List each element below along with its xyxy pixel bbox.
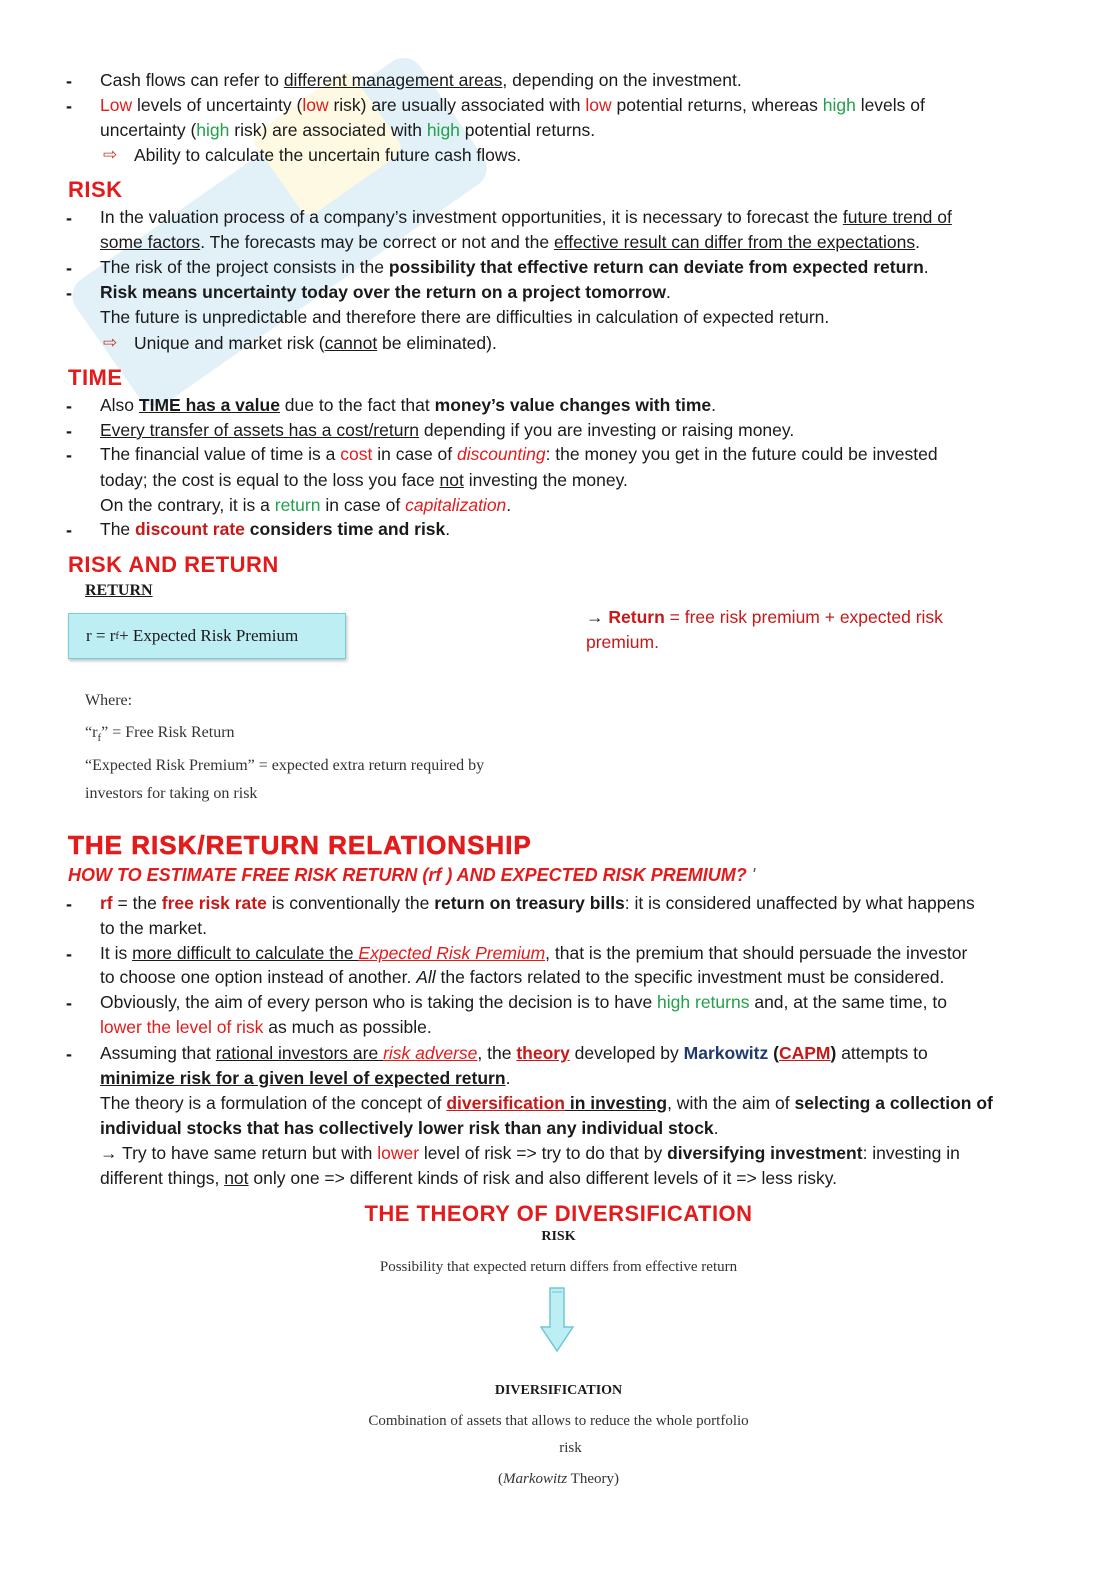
return-subheading: RETURN — [85, 582, 153, 599]
bullet: - — [66, 258, 72, 278]
rel-line-2: to the market. — [100, 918, 207, 938]
time-line-2: Every transfer of assets has a cost/return depending if you are investing or raising money. — [100, 420, 795, 440]
section-heading-relationship: THE RISK/RETURN RELATIONSHIP — [68, 830, 532, 860]
risk-line-5: The future is unpredictable and therefore there are difficulties in calculation of expected return. — [100, 307, 830, 327]
rel-line-9: The theory is a formulation of the concept of diversification in investing, with the aim of selecting a collection of — [100, 1093, 993, 1113]
section-heading-time: TIME — [68, 365, 123, 390]
rel-line-1: rf = the free risk rate is conventionally the return on treasury bills: it is considered unaffected by what happens — [100, 893, 975, 913]
time-line-4: today; the cost is equal to the loss you face not investing the money. — [100, 470, 628, 490]
section-heading-risk-and-return: RISK AND RETURN — [68, 552, 279, 577]
rel-line-4: to choose one option instead of another. All the factors related to the specific investment must be considered. — [100, 967, 945, 987]
bullet: - — [66, 520, 72, 540]
intro-line-3: uncertainty (high risk) are associated with high potential returns. — [100, 120, 596, 140]
time-line-6: The discount rate considers time and risk. — [100, 519, 451, 539]
bullet: - — [66, 993, 72, 1013]
bullet: - — [66, 208, 72, 228]
time-line-5: On the contrary, it is a return in case of capitalization. — [100, 495, 512, 515]
bullet: - — [66, 944, 72, 964]
erp-definition-2: investors for taking on risk — [85, 785, 258, 802]
erp-definition-1: “Expected Risk Premium” = expected extra return required by — [85, 757, 485, 774]
intro-line-1: Cash flows can refer to different management areas, depending on the investment. — [100, 70, 742, 90]
return-formula-box: r = r f + Expected Risk Premium — [68, 613, 346, 659]
risk-line-4: Risk means uncertainty today over the return on a project tomorrow. — [100, 282, 671, 302]
rel-line-6: lower the level of risk as much as possible. — [100, 1017, 432, 1037]
arrow-right-icon: ⇨ — [103, 145, 118, 164]
time-line-1: Also TIME has a value due to the fact that money’s value changes with time. — [100, 395, 717, 415]
bullet: - — [66, 421, 72, 441]
arrow-icon: → — [586, 607, 604, 627]
section-heading-diversification: THE THEORY OF DIVERSIFICATION — [364, 1201, 753, 1226]
intro-line-2: Low levels of uncertainty (low risk) are usually associated with low potential returns, whereas high levels of — [100, 95, 925, 115]
rel-line-10: individual stocks that has collectively lower risk than any individual stock. — [100, 1118, 719, 1138]
intro-line-4: Ability to calculate the uncertain future cash flows. — [134, 145, 522, 165]
bullet: - — [66, 96, 72, 116]
bullet: - — [66, 283, 72, 303]
risk-line-6: Unique and market risk (cannot be eliminated). — [134, 333, 497, 353]
rel-line-7: Assuming that rational investors are risk adverse, the theory developed by Markowitz (CAPM) attempts to — [100, 1043, 928, 1063]
diagram-diversification-label: DIVERSIFICATION — [494, 1383, 623, 1398]
bullet: - — [66, 894, 72, 914]
where-label: Where: — [85, 692, 133, 709]
diagram-markowitz-note: (Markowitz Theory) — [498, 1471, 619, 1487]
bullet: - — [66, 445, 72, 465]
diagram-risk-text: Possibility that expected return differs from effective return — [379, 1259, 738, 1275]
arrow-right-icon: ⇨ — [103, 333, 118, 352]
return-note-line-2: premium. — [586, 632, 659, 652]
rf-definition: “$r_f$” = Free Risk Return — [85, 724, 235, 745]
rel-line-8: minimize risk for a given level of expected return. — [100, 1068, 511, 1088]
bullet: - — [66, 396, 72, 416]
relationship-subheading: HOW TO ESTIMATE FREE RISK RETURN (rf ) AND EXPECTED RISK PREMIUM? ' — [68, 865, 756, 885]
diagram-diversification-text-2: risk — [559, 1440, 582, 1456]
risk-line-2: some factors. The forecasts may be correct or not and the effective result can differ from the expectations. — [100, 232, 921, 252]
section-heading-risk: RISK — [68, 177, 123, 202]
rel-line-3: It is more difficult to calculate the Expected Risk Premium, that is the premium that should persuade the investor — [100, 943, 968, 963]
risk-line-3: The risk of the project consists in the possibility that effective return can deviate from expected return. — [100, 257, 929, 277]
bullet: - — [66, 1044, 72, 1064]
return-note-line-1: → Return = free risk premium + expected risk — [586, 607, 943, 627]
rel-line-12: different things, not only one => different kinds of risk and also different levels of it => less risky. — [100, 1168, 838, 1188]
diagram-risk-label: RISK — [541, 1229, 576, 1244]
time-line-3: The financial value of time is a cost in case of discounting: the money you get in the future could be invested — [100, 444, 938, 464]
rel-line-5: Obviously, the aim of every person who is taking the decision is to have high returns and, at the same time, to — [100, 992, 947, 1012]
risk-line-1: In the valuation process of a company’s investment opportunities, it is necessary to forecast the future trend of — [100, 207, 952, 227]
diagram-diversification-text-1: Combination of assets that allows to reduce the whole portfolio — [368, 1413, 749, 1429]
down-arrow-icon — [540, 1287, 574, 1353]
rel-line-11: → Try to have same return but with lower level of risk => try to do that by diversifying investment: investing in — [100, 1143, 960, 1163]
bullet: - — [66, 71, 72, 91]
